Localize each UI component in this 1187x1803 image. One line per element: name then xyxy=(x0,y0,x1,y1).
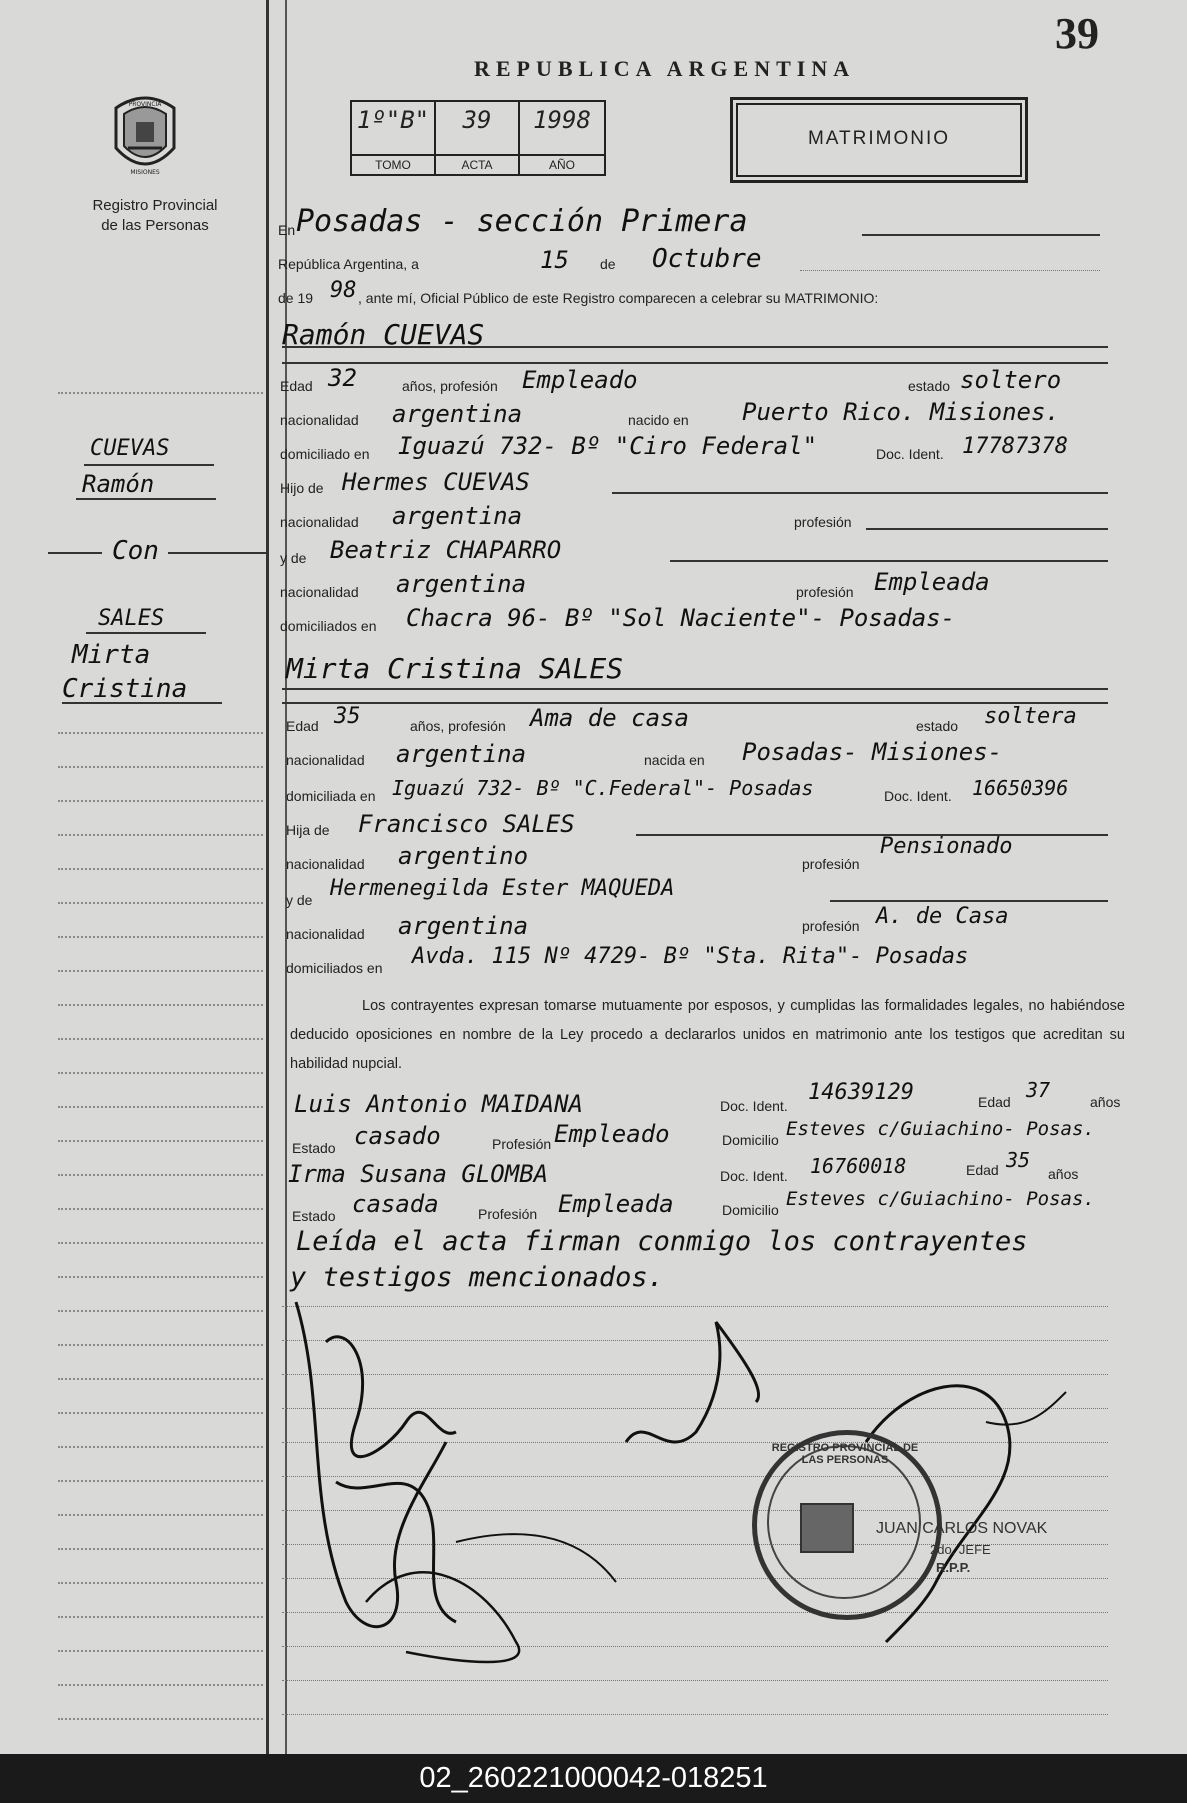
bride-label-domiciliados: domiciliados en xyxy=(286,960,383,976)
signature-stroke xyxy=(626,1322,759,1442)
acta-value: 39 xyxy=(462,106,492,134)
bride-label-y-de: y de xyxy=(286,892,313,908)
country-heading: REPUBLICA ARGENTINA xyxy=(474,56,856,81)
witness-2-name: Irma Susana GLOMBA xyxy=(288,1160,549,1188)
signature-stroke xyxy=(456,1534,616,1582)
bride-label-estado: estado xyxy=(916,718,959,734)
blank-line xyxy=(800,270,1100,271)
margin-connector: Con xyxy=(112,536,159,566)
bride-label-hija: Hija de xyxy=(286,822,330,838)
margin-dotted-line xyxy=(58,902,263,904)
bride-estado: soltera xyxy=(984,704,1077,729)
registry-name xyxy=(60,196,250,236)
margin-dotted-line xyxy=(58,1616,263,1618)
image-caption: 02_260221000042-018251 xyxy=(419,1762,768,1794)
margin-dotted-line xyxy=(58,1446,263,1448)
margin-dotted-line xyxy=(58,1582,263,1584)
margin-dotted-line xyxy=(58,1718,263,1720)
witness-2-label-profesion: Profesión xyxy=(478,1206,538,1222)
margin-dotted-line xyxy=(58,1514,263,1516)
ruled-line xyxy=(282,1680,1108,1681)
margin-underline xyxy=(76,498,216,500)
witness-2-label-estado: Estado xyxy=(292,1208,336,1224)
tomo-label: TOMO xyxy=(352,154,434,172)
margin-groom-name: Ramón xyxy=(82,470,155,498)
month-value: Octubre xyxy=(652,244,762,274)
groom-label-profesion: años, profesión xyxy=(402,378,498,394)
groom-mother-label-nacionalidad: nacionalidad xyxy=(280,584,359,600)
witness-1-label-anos: años xyxy=(1090,1094,1121,1110)
bride-father-profesion: Pensionado xyxy=(880,834,1013,859)
witness-2-profesion: Empleada xyxy=(558,1190,674,1218)
witness-2-estado: casada xyxy=(352,1190,439,1218)
margin-dotted-line xyxy=(58,392,263,394)
ano-cell xyxy=(520,102,604,174)
record-reference-box xyxy=(350,100,606,176)
year-suffix: 98 xyxy=(330,278,357,303)
bride-label-domiciliada: domiciliada en xyxy=(286,788,376,804)
record-type-label: MATRIMONIO xyxy=(807,128,951,149)
emblem-top-label: PROVINCIA xyxy=(128,101,162,108)
groom-label-hijo: Hijo de xyxy=(280,480,324,496)
bride-label-nacida: nacida en xyxy=(644,752,705,768)
witness-1-edad: 37 xyxy=(1026,1078,1051,1102)
bride-mother-profesion: A. de Casa xyxy=(876,904,1009,929)
bride-father-nacionalidad: argentino xyxy=(398,842,529,870)
bride-father-label-profesion: profesión xyxy=(802,856,860,872)
margin-bride-name-1: Mirta xyxy=(72,640,151,670)
bride-parents-domicilio: Avda. 115 Nº 4729- Bº "Sta. Rita"- Posadas xyxy=(412,944,969,969)
province-emblem-icon xyxy=(108,88,182,180)
label-en: En xyxy=(278,222,296,238)
margin-dotted-line xyxy=(58,970,263,972)
margin-dotted-line xyxy=(58,1310,263,1312)
bride-label-nacionalidad: nacionalidad xyxy=(286,752,365,768)
label-republica: República Argentina, a xyxy=(278,256,419,272)
groom-label-nacido: nacido en xyxy=(628,412,689,428)
bride-mother-label-profesion: profesión xyxy=(802,918,860,934)
margin-dotted-line xyxy=(58,1004,263,1006)
signature-stroke xyxy=(296,1302,446,1627)
margin-dotted-line xyxy=(58,1242,263,1244)
acta-cell xyxy=(436,102,520,174)
groom-mother-nacionalidad: argentina xyxy=(396,570,527,598)
signature-stroke xyxy=(366,1572,519,1662)
day-value: 15 xyxy=(540,246,569,274)
margin-dotted-line xyxy=(58,1378,263,1380)
blank-line xyxy=(612,492,1108,494)
closing-line-1: Leída el acta firman conmigo los contrayentes xyxy=(296,1226,1028,1257)
tomo-value: 1º"B" xyxy=(356,106,430,134)
emblem-bottom-label: MISIONES xyxy=(130,169,160,176)
declaration-text: Los contrayentes expresan tomarse mutuamente por esposos, y cumplidas las formalidades legales, no habiéndose deducido oposiciones en nombre de la Ley procedo a declararlos unidos en matrimonio ante los testigos que acreditan su habilidad nupcial. xyxy=(290,998,1125,1072)
ano-value: 1998 xyxy=(533,106,591,134)
groom-profesion: Empleado xyxy=(522,366,638,394)
margin-dotted-line xyxy=(58,1174,263,1176)
witness-2-label-doc: Doc. Ident. xyxy=(720,1168,788,1184)
witness-1-domicilio: Esteves c/Guiachino- Posas. xyxy=(786,1118,1095,1140)
page-number: 39 xyxy=(1055,9,1099,58)
bride-label-edad: Edad xyxy=(286,718,319,734)
section-rule xyxy=(282,362,1108,364)
label-de: de xyxy=(600,256,616,272)
groom-label-doc: Doc. Ident. xyxy=(876,446,944,462)
margin-dotted-line xyxy=(58,1412,263,1414)
groom-label-domiciliados: domiciliados en xyxy=(280,618,377,634)
groom-nacionalidad: argentina xyxy=(392,400,523,428)
blank-line xyxy=(636,834,1108,836)
official-title: 2do. JEFE xyxy=(930,1542,991,1557)
groom-label-nacionalidad: nacionalidad xyxy=(280,412,359,428)
bride-label-profesion: años, profesión xyxy=(410,718,506,734)
groom-father-label-profesion: profesión xyxy=(794,514,852,530)
margin-dotted-line xyxy=(58,1650,263,1652)
ruled-line xyxy=(282,1714,1108,1715)
margin-dotted-line xyxy=(58,834,263,836)
section-rule xyxy=(282,346,1108,348)
bride-nacionalidad: argentina xyxy=(396,740,527,768)
witness-1-doc: 14639129 xyxy=(808,1080,914,1105)
witness-2-label-anos: años xyxy=(1048,1166,1079,1182)
groom-label-y-de: y de xyxy=(280,550,307,566)
bride-domicilio: Iguazú 732- Bº "C.Federal"- Posadas xyxy=(392,776,814,800)
tomo-cell xyxy=(352,102,436,174)
margin-dotted-line xyxy=(58,766,263,768)
bride-nacida-en: Posadas- Misiones- xyxy=(742,738,1003,766)
margin-dotted-line xyxy=(58,1106,263,1108)
closing-line-2: y testigos mencionados. xyxy=(290,1262,664,1293)
margin-dotted-line xyxy=(58,1480,263,1482)
margin-dotted-line xyxy=(58,1684,263,1686)
witness-1-profesion: Empleado xyxy=(554,1120,670,1148)
margin-underline xyxy=(62,702,222,704)
blank-line xyxy=(862,234,1100,236)
seal-text: REGISTRO PROVINCIAL DE LAS PERSONAS xyxy=(771,1442,919,1466)
bride-mother: Hermenegilda Ester MAQUEDA xyxy=(330,876,675,901)
margin-dash xyxy=(48,552,102,554)
margin-dotted-line xyxy=(58,936,263,938)
groom-doc: 17787378 xyxy=(962,434,1068,459)
margin-dotted-line xyxy=(58,1208,263,1210)
groom-father-nacionalidad: argentina xyxy=(392,502,523,530)
official-name: JUAN CARLOS NOVAK xyxy=(876,1520,1048,1537)
witness-1-label-edad: Edad xyxy=(978,1094,1011,1110)
bride-doc: 16650396 xyxy=(972,776,1069,800)
witness-2-doc: 16760018 xyxy=(810,1154,907,1178)
ano-label: AÑO xyxy=(520,154,604,172)
registry-line-2: de las Personas xyxy=(101,217,209,234)
groom-label-estado: estado xyxy=(908,378,951,394)
margin-dash xyxy=(168,552,268,554)
margin-dotted-line xyxy=(58,1072,263,1074)
margin-dotted-line xyxy=(58,800,263,802)
signatures xyxy=(286,1282,1106,1672)
groom-label-domiciliado: domiciliado en xyxy=(280,446,370,462)
blank-line xyxy=(670,560,1108,562)
margin-groom-surname: CUEVAS xyxy=(90,436,170,461)
witness-1-estado: casado xyxy=(354,1122,441,1150)
witness-1-name: Luis Antonio MAIDANA xyxy=(294,1090,583,1118)
section-rule xyxy=(282,688,1108,690)
margin-dotted-line xyxy=(58,1548,263,1550)
groom-edad: 32 xyxy=(328,364,357,392)
margin-dotted-line xyxy=(58,868,263,870)
groom-domicilio: Iguazú 732- Bº "Ciro Federal" xyxy=(398,432,818,460)
record-type-box xyxy=(730,97,1028,183)
margin-dotted-line xyxy=(58,1344,263,1346)
bride-mother-nacionalidad: argentina xyxy=(398,912,529,940)
bride-edad: 35 xyxy=(334,704,361,729)
bride-name: Mirta Cristina SALES xyxy=(286,652,624,685)
witness-1-label-doc: Doc. Ident. xyxy=(720,1098,788,1114)
place-value: Posadas - sección Primera xyxy=(296,204,748,239)
groom-name: Ramón CUEVAS xyxy=(282,318,485,351)
margin-underline xyxy=(86,632,206,634)
groom-label-edad: Edad xyxy=(280,378,313,394)
intro-text: , ante mí, Oficial Público de este Registro comparecen a celebrar su MATRIMONIO: xyxy=(358,290,879,306)
bride-profesion: Ama de casa xyxy=(530,704,689,732)
margin-dotted-line xyxy=(58,732,263,734)
margin-divider xyxy=(266,0,269,1754)
bride-father-label-nacionalidad: nacionalidad xyxy=(286,856,365,872)
witness-2-domicilio: Esteves c/Guiachino- Posas. xyxy=(786,1188,1095,1210)
groom-nacido-en: Puerto Rico. Misiones. xyxy=(742,398,1060,426)
witness-1-label-estado: Estado xyxy=(292,1140,336,1156)
witness-2-label-domicilio: Domicilio xyxy=(722,1202,779,1218)
margin-underline xyxy=(84,464,214,466)
groom-mother: Beatriz CHAPARRO xyxy=(330,536,562,564)
witness-1-label-profesion: Profesión xyxy=(492,1136,552,1152)
witness-1-label-domicilio: Domicilio xyxy=(722,1132,779,1148)
label-de-19: de 19 xyxy=(278,290,314,306)
witness-2-edad: 35 xyxy=(1006,1148,1031,1172)
witness-2-label-edad: Edad xyxy=(966,1162,999,1178)
groom-mother-label-profesion: profesión xyxy=(796,584,854,600)
official-initials: R.P.P. xyxy=(936,1560,971,1575)
groom-parents-domicilio: Chacra 96- Bº "Sol Naciente"- Posadas- xyxy=(406,604,956,632)
acta-label: ACTA xyxy=(436,154,518,172)
margin-dotted-line xyxy=(58,1038,263,1040)
blank-line xyxy=(830,900,1108,902)
bride-label-doc: Doc. Ident. xyxy=(884,788,952,804)
margin-dotted-line xyxy=(58,1276,263,1278)
margin-bride-name-2: Cristina xyxy=(62,674,188,704)
groom-father: Hermes CUEVAS xyxy=(342,468,530,496)
groom-mother-profesion: Empleada xyxy=(874,568,990,596)
blank-line xyxy=(866,528,1108,530)
registry-line-1: Registro Provincial xyxy=(92,197,218,214)
groom-estado: soltero xyxy=(960,366,1062,394)
seal-emblem-icon xyxy=(800,1503,854,1553)
bride-mother-label-nacionalidad: nacionalidad xyxy=(286,926,365,942)
margin-bride-surname: SALES xyxy=(98,606,165,631)
bride-father: Francisco SALES xyxy=(358,810,575,838)
margin-dotted-line xyxy=(58,1140,263,1142)
groom-father-label-nacionalidad: nacionalidad xyxy=(280,514,359,530)
signature-stroke xyxy=(326,1337,456,1457)
